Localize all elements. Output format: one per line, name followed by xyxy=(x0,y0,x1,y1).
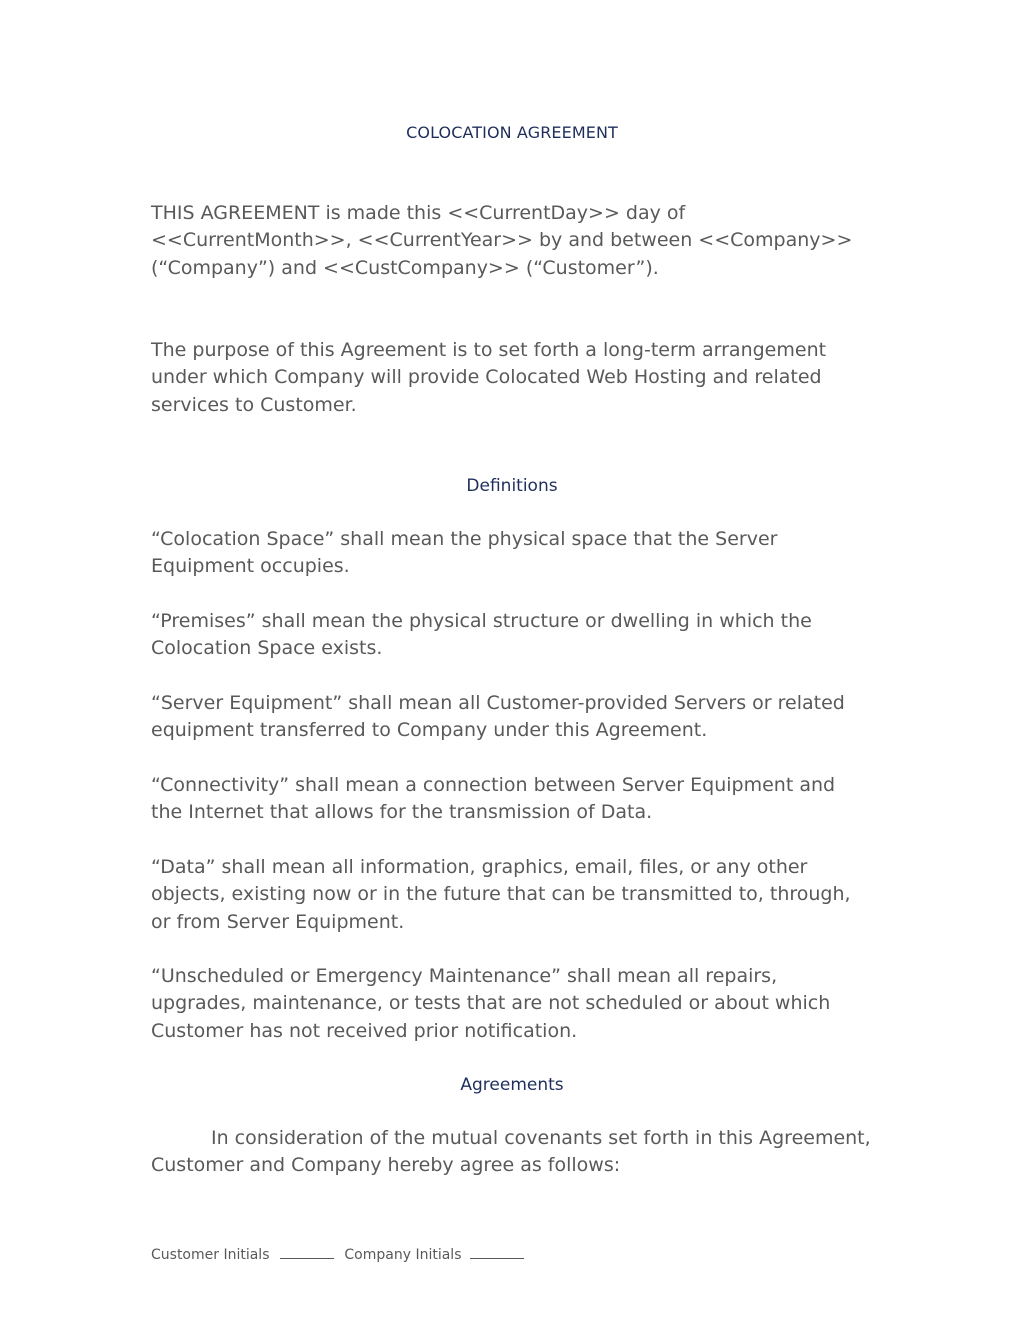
definition-item: “Colocation Space” shall mean the physical space that the Server Equipment occupies. xyxy=(151,528,778,578)
initials-footer xyxy=(151,1246,530,1263)
definitions-heading: Definitions xyxy=(466,476,558,496)
intro-paragraph: THIS AGREEMENT is made this <<CurrentDay>> day of <<CurrentMonth>>, <<CurrentYear>> by and between <<Company>> (“Company”) and <<CustCompany>> (“Customer”). xyxy=(151,202,853,279)
definition-item: “Unscheduled or Emergency Maintenance” shall mean all repairs, upgrades, maintenance, or tests that are not scheduled or about which Customer has not received prior notification. xyxy=(151,965,831,1042)
definition-item: “Premises” shall mean the physical structure or dwelling in which the Colocation Space exists. xyxy=(151,610,812,660)
definition-item: “Data” shall mean all information, graphics, email, files, or any other objects, existing now or in the future that can be transmitted to, through, or from Server Equipment. xyxy=(151,856,851,933)
document-title: COLOCATION AGREEMENT xyxy=(406,123,618,142)
customer-initials-blank[interactable] xyxy=(280,1246,334,1259)
company-initials-blank[interactable] xyxy=(470,1246,524,1259)
purpose-paragraph: The purpose of this Agreement is to set forth a long-term arrangement under which Company will provide Colocated Web Hosting and related services to Customer. xyxy=(151,339,827,416)
agreements-intro-paragraph xyxy=(151,1125,871,1180)
customer-initials-label: Customer Initials xyxy=(151,1247,270,1263)
company-initials-label: Company Initials xyxy=(344,1247,462,1263)
agreements-intro-text: In consideration of the mutual covenants set forth in this Agreement, Customer and Company hereby agree as follows: xyxy=(151,1127,871,1177)
definition-item: “Connectivity” shall mean a connection between Server Equipment and the Internet that allows for the transmission of Data. xyxy=(151,774,836,824)
definition-item: “Server Equipment” shall mean all Customer-provided Servers or related equipment transferred to Company under this Agreement. xyxy=(151,692,845,742)
agreements-heading: Agreements xyxy=(460,1075,564,1095)
